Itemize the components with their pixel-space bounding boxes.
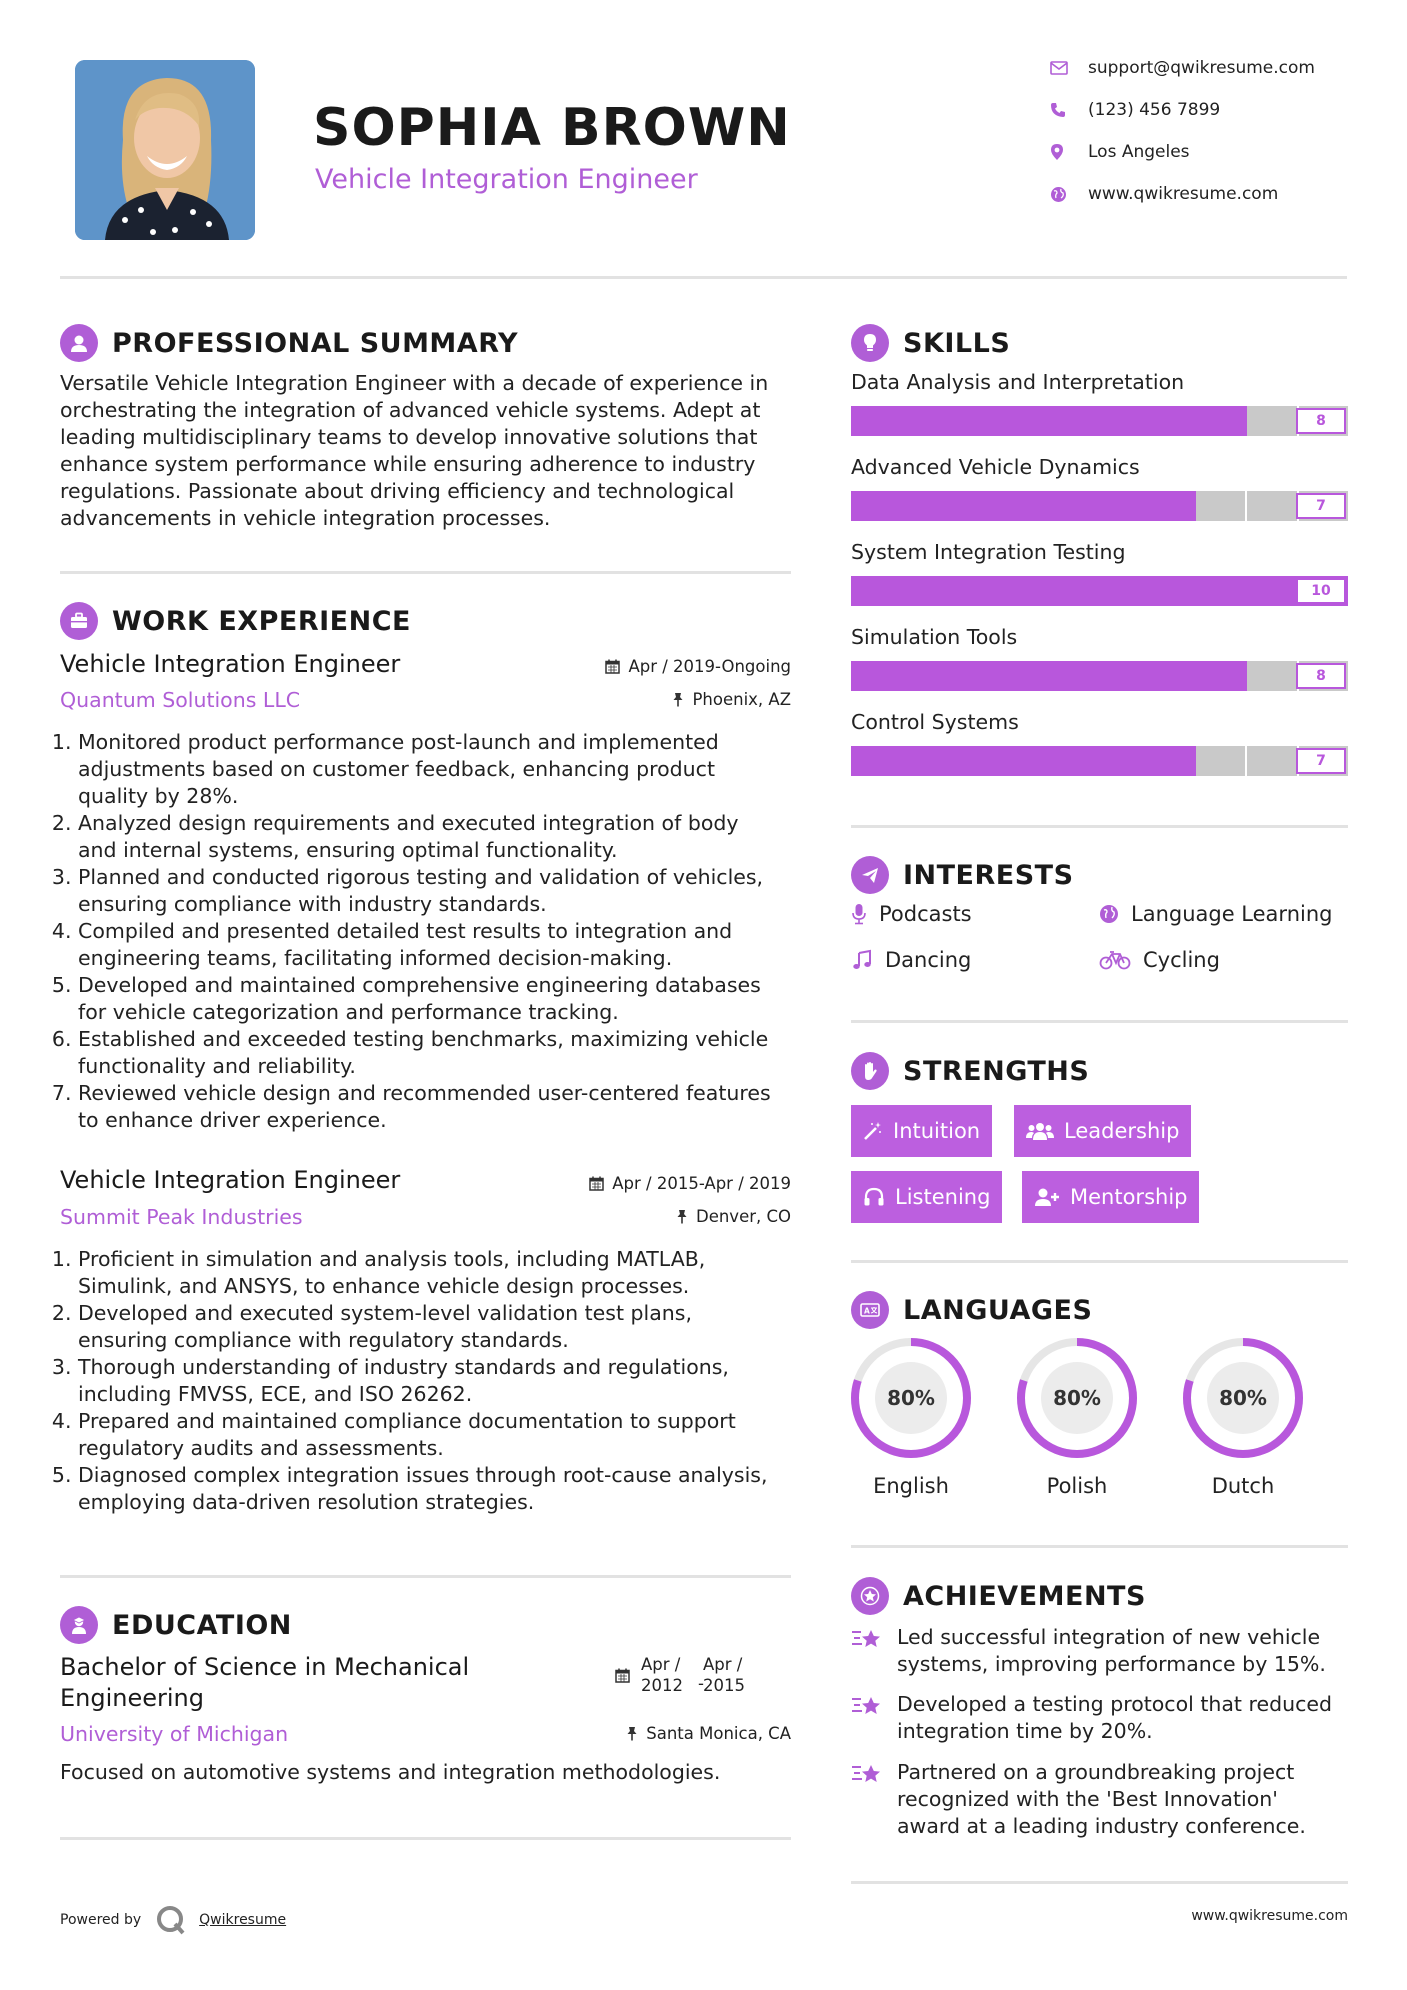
- skill-bar-segment-filled: [1100, 576, 1150, 606]
- job-location-2: Denver, CO: [560, 1207, 791, 1226]
- skill-level-badge: 8: [1296, 663, 1346, 689]
- contact-location: [1050, 142, 1350, 162]
- skill-bar-segment-filled: [851, 746, 900, 776]
- contact-website[interactable]: [1050, 184, 1350, 204]
- strengths-heading: STRENGTHS: [851, 1052, 1089, 1090]
- language-ring: [1015, 1336, 1139, 1460]
- footer-brand-link[interactable]: Qwikresume: [199, 1912, 287, 1928]
- bicycle-icon: [1099, 950, 1131, 970]
- achievement-item-1: Led successful integration of new vehicle systems, improving performance by 15%.: [851, 1624, 1326, 1678]
- skill-bar-segment-filled: [1099, 406, 1149, 436]
- education-location: Santa Monica, CA: [560, 1724, 791, 1743]
- microphone-icon: [851, 903, 867, 925]
- contact-website-text: www.qwikresume.com: [1088, 184, 1279, 204]
- contact-email-text: support@qwikresume.com: [1088, 58, 1315, 78]
- list-item: 3. Thorough understanding of industry standards and regulations, including FMVSS, ECE, and ISO 26262.: [78, 1354, 800, 1408]
- job-title-2: Vehicle Integration Engineer: [60, 1166, 401, 1194]
- job-bullets-2: [60, 1246, 800, 1516]
- language-ring: [1181, 1336, 1305, 1460]
- skill-name: Data Analysis and Interpretation: [851, 370, 1185, 394]
- language-name: English: [873, 1474, 949, 1498]
- work-heading: WORK EXPERIENCE: [60, 602, 411, 640]
- skill-bar-segment-filled: [1000, 406, 1050, 436]
- skills-heading: SKILLS: [851, 324, 1010, 362]
- language-ring: [849, 1336, 973, 1460]
- headphones-icon: [863, 1187, 885, 1207]
- list-item: 5. Diagnosed complex integration issues through root-cause analysis, employing data-driven resolution strategies.: [78, 1462, 800, 1516]
- job-company-1: Quantum Solutions LLC: [60, 688, 301, 712]
- skill-bar-segment-filled: [1049, 406, 1099, 436]
- skill-bar-segment-filled: [851, 661, 901, 691]
- skill-bar-segment-filled: [1198, 661, 1248, 691]
- list-item: 2. Developed and executed system-level validation test plans, ensuring compliance with regulatory standards.: [78, 1300, 800, 1354]
- hand-icon: [851, 1052, 889, 1090]
- skill-bar-segment-filled: [1147, 491, 1196, 521]
- job-location-1: Phoenix, AZ: [560, 690, 791, 709]
- list-item: 6. Established and exceeded testing benchmarks, maximizing vehicle functionality and reliability.: [78, 1026, 800, 1080]
- svg-text:A: A: [864, 1306, 870, 1316]
- skill-bar-segment-filled: [900, 746, 949, 776]
- footer-website[interactable]: www.qwikresume.com: [1191, 1908, 1348, 1924]
- language-percent: 80%: [887, 1386, 935, 1410]
- calendar-icon: [605, 659, 620, 674]
- skill-bar-segment-filled: [851, 406, 901, 436]
- skill-name: System Integration Testing: [851, 540, 1126, 564]
- skill-bar-segment-filled: [1198, 406, 1248, 436]
- skill-bar-segment-empty: [1196, 491, 1247, 521]
- list-item: 3. Planned and conducted rigorous testing and validation of vehicles, ensuring compliance with industry standards.: [78, 864, 800, 918]
- strength-chip-listening: Listening: [851, 1171, 1002, 1223]
- skill-bar-segment-filled: [950, 406, 1000, 436]
- education-school: University of Michigan: [60, 1722, 289, 1746]
- profile-photo: [75, 60, 255, 240]
- skill-bar-segment-filled: [1050, 576, 1100, 606]
- education-degree: Bachelor of Science in Mechanical Engineering: [60, 1653, 470, 1712]
- skill-bar-segment-filled: [1097, 746, 1146, 776]
- skill-level-badge: 7: [1296, 748, 1346, 774]
- skill-name: Simulation Tools: [851, 625, 1018, 649]
- skill-bar-segment-filled: [950, 746, 999, 776]
- language-name: Dutch: [1211, 1474, 1275, 1498]
- skill-bar-segment-filled: [1149, 576, 1199, 606]
- skill-bar-segment-filled: [1148, 661, 1198, 691]
- achievement-item-3: Partnered on a groundbreaking project recognized with the 'Best Innovation' award at a leading industry conference.: [851, 1759, 1306, 1840]
- languages-divider: [851, 1545, 1348, 1548]
- users-icon: [1026, 1121, 1054, 1141]
- education-divider: [60, 1837, 791, 1840]
- paper-plane-icon: [851, 856, 889, 894]
- skill-bar: [851, 661, 1348, 691]
- interest-cycling: Cycling: [1099, 948, 1220, 972]
- list-item: 5. Developed and maintained comprehensive engineering databases for vehicle categorization and performance tracking.: [78, 972, 800, 1026]
- magic-wand-icon: [863, 1121, 883, 1141]
- skill-bar-segment-filled: [1097, 491, 1146, 521]
- star-badge-icon: [851, 1577, 889, 1615]
- contact-email[interactable]: [1050, 58, 1350, 78]
- candidate-name: SOPHIA BROWN: [313, 98, 791, 158]
- skill-bar-segment-filled: [1000, 576, 1050, 606]
- list-item: 7. Reviewed vehicle design and recommended user-centered features to enhance driver experience.: [78, 1080, 800, 1134]
- skill-bar: [851, 406, 1348, 436]
- portrait-image: [75, 60, 255, 240]
- skill-bar-segment-empty: [1247, 491, 1298, 521]
- job-title-1: Vehicle Integration Engineer: [60, 650, 401, 678]
- education-heading: EDUCATION: [60, 1606, 292, 1644]
- skill-bar-segment-filled: [901, 406, 951, 436]
- skill-bar-segment-filled: [1000, 661, 1050, 691]
- skill-name: Advanced Vehicle Dynamics: [851, 455, 1140, 479]
- pushpin-icon: [626, 1726, 638, 1741]
- contact-phone[interactable]: [1050, 100, 1350, 120]
- summary-heading: PROFESSIONAL SUMMARY: [60, 324, 518, 362]
- skill-bar-segment-filled: [1049, 661, 1099, 691]
- graduate-icon: [60, 1606, 98, 1644]
- strength-chip-mentorship: Mentorship: [1022, 1171, 1199, 1223]
- languages-heading: A LANGUAGES: [851, 1291, 1092, 1329]
- shooting-star-icon: [851, 1693, 885, 1721]
- list-item: 4. Prepared and maintained compliance documentation to support regulatory audits and assessments.: [78, 1408, 800, 1462]
- skill-bar-segment-filled: [901, 661, 951, 691]
- contact-phone-text: (123) 456 7899: [1088, 100, 1221, 120]
- skill-bar-segment-filled: [1099, 661, 1149, 691]
- skill-bar-segment-filled: [999, 491, 1048, 521]
- map-pin-icon: [1050, 143, 1064, 161]
- skill-bar-segment-filled: [950, 576, 1000, 606]
- interest-podcasts: Podcasts: [851, 902, 972, 926]
- strength-chip-leadership: Leadership: [1014, 1105, 1191, 1157]
- language-percent: 80%: [1219, 1386, 1267, 1410]
- interest-dancing: Dancing: [851, 948, 971, 972]
- candidate-title: Vehicle Integration Engineer: [315, 164, 698, 195]
- strengths-divider: [851, 1260, 1348, 1263]
- job-bullets-1: [60, 729, 800, 1134]
- skill-bar-segment-empty: [1247, 661, 1299, 691]
- list-item: 4. Compiled and presented detailed test results to integration and engineering teams, facilitating informed decision-making.: [78, 918, 800, 972]
- skill-bar-segment-filled: [851, 491, 900, 521]
- skill-bar-segment-filled: [1048, 491, 1097, 521]
- job-company-2: Summit Peak Industries: [60, 1205, 303, 1229]
- interest-language-learning: Language Learning: [1099, 902, 1332, 926]
- summary-divider: [60, 571, 791, 574]
- shooting-star-icon: [851, 1626, 885, 1654]
- skill-bar-segment-filled: [950, 491, 999, 521]
- pushpin-icon: [676, 1209, 688, 1224]
- skill-bar: [851, 491, 1348, 521]
- translate-icon: [851, 1291, 889, 1329]
- user-icon: [60, 324, 98, 362]
- interests-divider: [851, 1020, 1348, 1023]
- envelope-icon: [1050, 61, 1068, 75]
- skill-level-badge: 10: [1296, 578, 1346, 604]
- list-item: 2. Analyzed design requirements and executed integration of body and internal systems, ensuring optimal functionality.: [78, 810, 800, 864]
- language-name: Polish: [1046, 1474, 1108, 1498]
- pushpin-icon: [672, 692, 684, 707]
- work-divider: [60, 1575, 791, 1578]
- list-item: 1. Monitored product performance post-launch and implemented adjustments based on customer feedback, enhancing product quality by 28%.: [78, 729, 800, 810]
- calendar-icon: [615, 1668, 630, 1683]
- interests-heading: INTERESTS: [851, 856, 1074, 894]
- music-note-icon: [851, 949, 873, 971]
- globe-icon: [1050, 186, 1067, 203]
- achievements-heading: ACHIEVEMENTS: [851, 1577, 1146, 1615]
- skill-bar-segment-filled: [1249, 576, 1299, 606]
- skill-bar-segment-filled: [900, 491, 949, 521]
- calendar-icon: [589, 1176, 604, 1191]
- skill-bar-segment-filled: [1147, 746, 1196, 776]
- skill-name: Control Systems: [851, 710, 1019, 734]
- job-dates-2: Apr / 2015-Apr / 2019: [560, 1174, 791, 1193]
- briefcase-icon: [60, 602, 98, 640]
- summary-text: Versatile Vehicle Integration Engineer with a decade of experience in orchestrating the integration of advanced vehicle systems. Adept at leading multidisciplinary teams to develop innovative solutions that enhance system performance while ensuring adherence to industry regulations. Passionate about driving efficiency and technological advancements in vehicle integration processes.: [60, 371, 769, 530]
- header-divider: [60, 276, 1347, 279]
- skill-bar-segment-filled: [950, 661, 1000, 691]
- skill-bar: [851, 746, 1348, 776]
- skill-bar: [851, 576, 1348, 606]
- skill-bar-segment-filled: [901, 576, 951, 606]
- skill-bar-segment-filled: [999, 746, 1048, 776]
- skill-bar-segment-filled: [1048, 746, 1097, 776]
- strength-chip-intuition: Intuition: [851, 1105, 992, 1157]
- job-dates-1: Apr / 2019-Ongoing: [560, 657, 791, 676]
- skill-bar-segment-filled: [1199, 576, 1249, 606]
- skill-level-badge: 8: [1296, 408, 1346, 434]
- skill-bar-segment-empty: [1196, 746, 1247, 776]
- education-description: Focused on automotive systems and integration methodologies.: [60, 1760, 721, 1784]
- skill-level-badge: 7: [1296, 493, 1346, 519]
- contact-location-text: Los Angeles: [1088, 142, 1190, 162]
- list-item: 1. Proficient in simulation and analysis tools, including MATLAB, Simulink, and ANSYS, to enhance vehicle design processes.: [78, 1246, 800, 1300]
- user-plus-icon: [1034, 1187, 1060, 1207]
- globe-icon: [1099, 904, 1119, 924]
- achievement-item-2: Developed a testing protocol that reduced integration time by 20%.: [851, 1691, 1332, 1745]
- language-percent: 80%: [1053, 1386, 1101, 1410]
- qwikresume-logo-icon: [155, 1904, 187, 1936]
- skill-bar-segment-empty: [1247, 406, 1299, 436]
- skill-bar-segment-empty: [1247, 746, 1298, 776]
- phone-icon: [1050, 102, 1066, 118]
- lightbulb-icon: [851, 324, 889, 362]
- skill-bar-segment-filled: [1148, 406, 1198, 436]
- achievements-divider: [851, 1881, 1348, 1884]
- skills-divider: [851, 825, 1348, 828]
- shooting-star-icon: [851, 1761, 885, 1789]
- skill-bar-segment-filled: [851, 576, 901, 606]
- footer-powered-by: Powered by Qwikresume: [60, 1904, 286, 1936]
